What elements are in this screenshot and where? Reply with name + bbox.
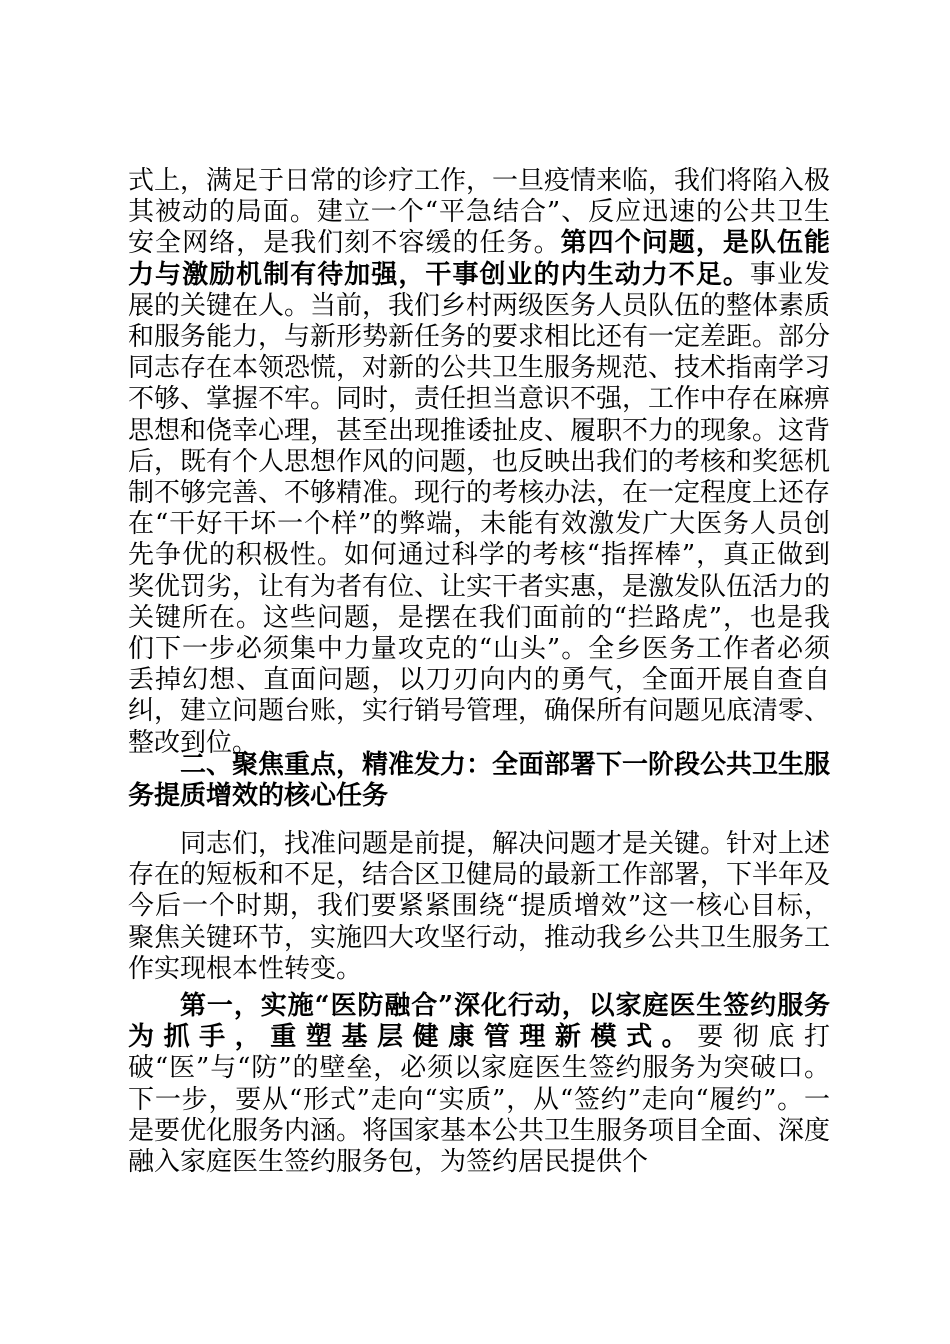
- body-paragraph-action-one: [128, 991, 830, 1178]
- body-paragraph-intro: 同志们，找准问题是前提，解决问题才是关键。针对上述存在的短板和不足，结合区卫健局的最新工作部署，下半年及今后一个时期，我们要紧紧围绕“提质增效”这一核心目标，聚焦关键环节，实施四大攻坚行动，推动我乡公共卫生服务工作实现根本性转变。: [128, 829, 831, 984]
- section-heading: [128, 750, 830, 812]
- body-paragraph-problem-four: [128, 166, 830, 759]
- bold-lead-sentence: 第四个问题，是队伍能力与激励机制有待加强，干事创业的内生动力不足。: [128, 228, 830, 290]
- paragraph-text: 式上，满足于日常的诊疗工作，一旦疫情来临，我们将陷入极其被动的局面。建立一个“平急结合”、反应迅速的公共卫生安全网络，是我们刻不容缓的任务。: [128, 166, 831, 259]
- bold-lead-sentence: 第一，实施“医防融合”深化行动，以家庭医生签约服务为抓手，重塑基层健康管理新模式。: [128, 991, 830, 1053]
- paragraph-text: 要彻底打破“医”与“防”的壁垒，必须以家庭医生签约服务为突破口。下一步，要从“形式”走向“实质”，从“签约”走向“履约”。一是要优化服务内涵。将国家基本公共卫生服务项目全面、深度融入家庭医生签约服务包，为签约居民提供个: [128, 1022, 831, 1178]
- section-heading-text: 二、聚焦重点，精准发力：全面部署下一阶段公共卫生服务提质增效的核心任务: [128, 750, 831, 812]
- paragraph-text: 事业发展的关键在人。当前，我们乡村两级医务人员队伍的整体素质和服务能力，与新形势新任务的要求相比还有一定差距。部分同志存在本领恐慌，对新的公共卫生服务规范、技术指南学习不够、掌握不牢。同时，责任担当意识不强，工作中存在麻痹思想和侥幸心理，甚至出现推诿扯皮、履职不力的现象。这背后，既有个人思想作风的问题，也反映出我们的考核和奖惩机制不够完善、不够精准。现行的考核办法，在一定程度上还存在“干好干坏一个样”的弊端，未能有效激发广大医务人员创先争优的积极性。如何通过科学的考核“指挥棒”，真正做到奖优罚劣，让有为者有位、让实干者实惠，是激发队伍活力的关键所在。这些问题，是摆在我们面前的“拦路虎”，也是我们下一步必须集中力量攻克的“山头”。全乡医务工作者必须丢掉幻想、直面问题，以刀刃向内的勇气，全面开展自查自纠，建立问题台账，实行销号管理，确保所有问题见底清零、整改到位。: [128, 259, 831, 758]
